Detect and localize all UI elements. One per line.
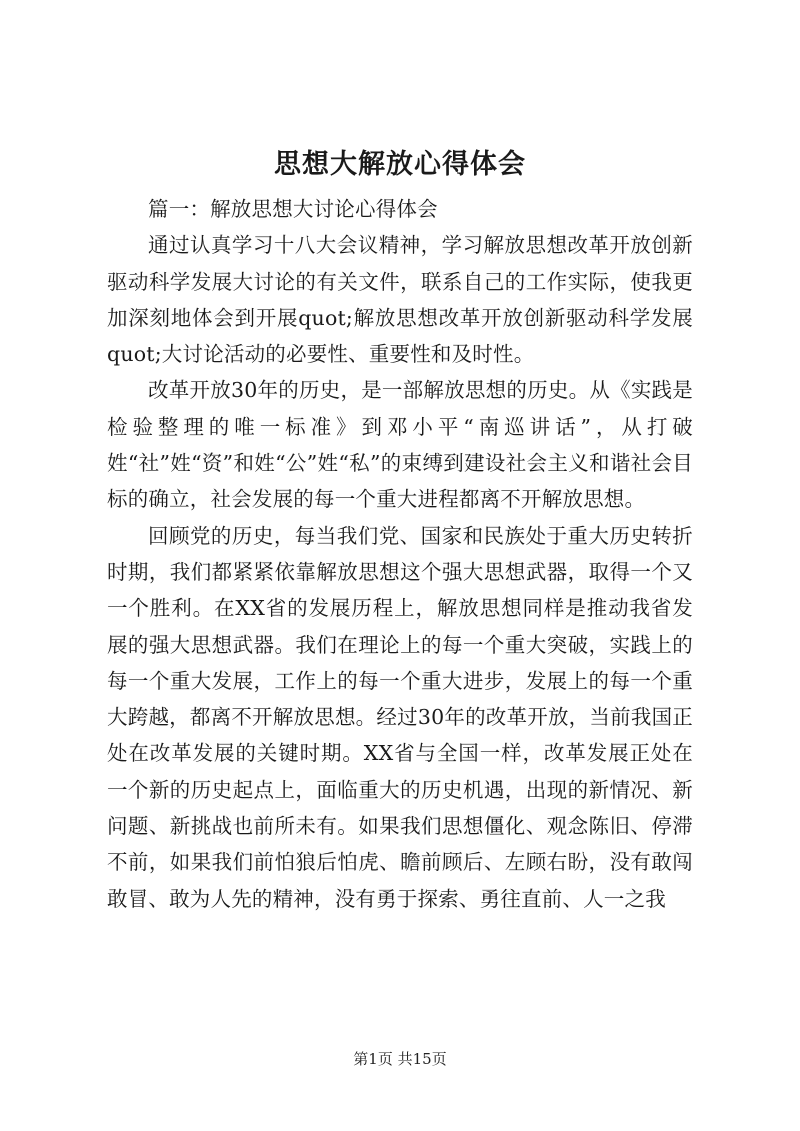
paragraph: 回顾党的历史，每当我们党、国家和民族处于重大历史转折时期，我们都紧紧依靠解放思想这个强大思想武器，取得一个又一个胜利。在XX省的发展历程上，解放思想同样是推动我省发展的强大思想武器。我们在理论上的每一个重大突破，实践上的每一个重大发展，工作上的每一个重大进步，发展上的每一个重大跨越，都离不开解放思想。经过30年的改革开放，当前我国正处在改革发展的关键时期。XX省与全国一样，改革发展正处在一个新的历史起点上，面临重大的历史机遇，出现的新情况、新问题、新挑战也前所未有。如果我们思想僵化、观念陈旧、停滞不前，如果我们前怕狼后怕虎、瞻前顾后、左顾右盼，没有敢闯敢冒、敢为人先的精神，没有勇于探索、勇往直前、人一之我 xyxy=(107,523,693,911)
paragraph: 改革开放30年的历史，是一部解放思想的历史。从《实践是检验整理的唯一标准》到邓小平“南巡讲话”，从打破姓“社”姓“资”和姓“公”姓“私”的束缚到建设社会主义和谐社会目标的确立，社会发展的每一个重大进程都离不开解放思想。 xyxy=(107,378,693,512)
paragraph: 通过认真学习十八大会议精神，学习解放思想改革开放创新驱动科学发展大讨论的有关文件，联系自己的工作实际，使我更加深刻地体会到开展quot;解放思想改革开放创新驱动科学发展quot;大讨论活动的必要性、重要性和及时性。 xyxy=(107,233,693,367)
document-title: 思想大解放心得体会 xyxy=(274,149,526,180)
section-heading: 篇一：解放思想大讨论心得体会 xyxy=(148,197,438,221)
page-footer: 第1页 共15页 xyxy=(353,1050,447,1068)
document-body xyxy=(107,191,693,917)
